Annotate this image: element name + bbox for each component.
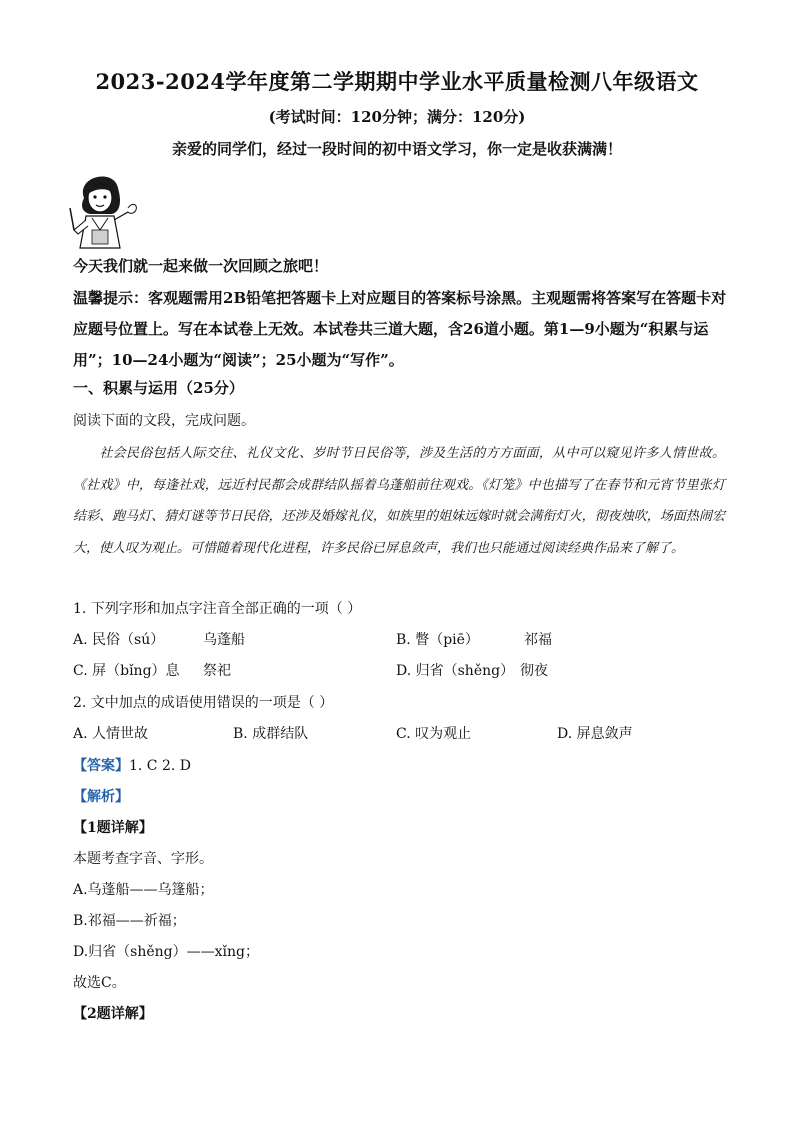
- teacher-mascot-icon: [62, 168, 142, 250]
- q1-option-d: D. 归省（shěng）: [396, 663, 515, 679]
- passage-text: 社会民俗包括人际交往、礼仪文化、岁时节日民俗等，涉及生活的方方面面，从中可以窥见许多人情世故。《社戏》中，每逢社戏，远近村民都会成群结队摇着乌蓬船前往观戏。《灯笼》中也描写了在春节和元宵节里张灯结彩、跑马灯、猜灯谜等节日民俗，还涉及婚嫁礼仪，如族里的姐妹远嫁时就会满衔灯火，彻夜烛吹，场面热闹宏大，使人叹为观止。可惜随着现代化进程，许多民俗已屏息敛声，我们也只能通过阅读经典作品来了解了。: [73, 446, 725, 556]
- q1-option-a: A. 民俗（sú）: [73, 632, 165, 648]
- q1-option-c-word: 祭祀: [203, 663, 231, 679]
- q2-option-c: C. 叹为观止: [396, 726, 472, 742]
- q2-option-b: B. 成群结队: [233, 726, 309, 742]
- answer-text: 1. C 2. D: [129, 758, 192, 774]
- q1-option-d-word: 彻夜: [520, 663, 548, 679]
- q1-option-b-word: 祁福: [524, 632, 552, 648]
- q2-detail-tag: 【2题详解】: [73, 1006, 153, 1022]
- exam-title: 2023-2024学年度第二学期期中学业水平质量检测八年级语文: [95, 69, 699, 94]
- analysis-line-5: 故选C。: [73, 975, 126, 991]
- analysis-tag: 【解析】: [73, 789, 129, 805]
- q1-option-b: B. 瞥（piē）: [396, 632, 479, 648]
- analysis-line-2: A.乌蓬船——乌篷船；: [73, 882, 214, 898]
- q1-option-a-word: 乌蓬船: [203, 632, 245, 648]
- q1-detail-tag: 【1题详解】: [73, 820, 153, 836]
- answer-line: [73, 755, 191, 775]
- tips-paragraph: 温馨提示：客观题需用2B铅笔把答题卡上对应题目的答案标号涂黑。主观题需将答案写在答题卡对应题号位置上。写在本试卷上无效。本试卷共三道大题，含26道小题。第1—9小题为“积累与运用”；10—24小题为“阅读”；25小题为“写作”。: [73, 289, 727, 369]
- intro-line: 今天我们就一起来做一次回顾之旅吧！: [73, 257, 329, 275]
- analysis-line-3: B.祁福——祈福；: [73, 913, 186, 929]
- q1-option-c: C. 屏（bǐng）息: [73, 663, 180, 679]
- section-heading: 一、积累与运用（25分）: [73, 379, 244, 397]
- answer-tag: 【答案】: [73, 758, 129, 774]
- q1-stem: 1. 下列字形和加点字注音全部正确的一项（ ）: [73, 601, 362, 617]
- q2-option-a: A. 人情世故: [73, 726, 149, 742]
- greeting-line: 亲爱的同学们，经过一段时间的初中语文学习，你一定是收获满满！: [171, 140, 622, 158]
- exam-subtitle: (考试时间：120分钟；满分：120分): [268, 108, 526, 126]
- analysis-line-1: 本题考查字音、字形。: [73, 851, 213, 867]
- analysis-line-4: D.归省（shěng）——xǐng；: [73, 944, 259, 960]
- q2-stem: 2. 文中加点的成语使用错误的一项是（ ）: [73, 695, 334, 711]
- reading-passage: [73, 438, 725, 564]
- q2-option-d: D. 屏息敛声: [557, 726, 633, 742]
- reading-instruction: 阅读下面的文段，完成问题。: [73, 413, 255, 429]
